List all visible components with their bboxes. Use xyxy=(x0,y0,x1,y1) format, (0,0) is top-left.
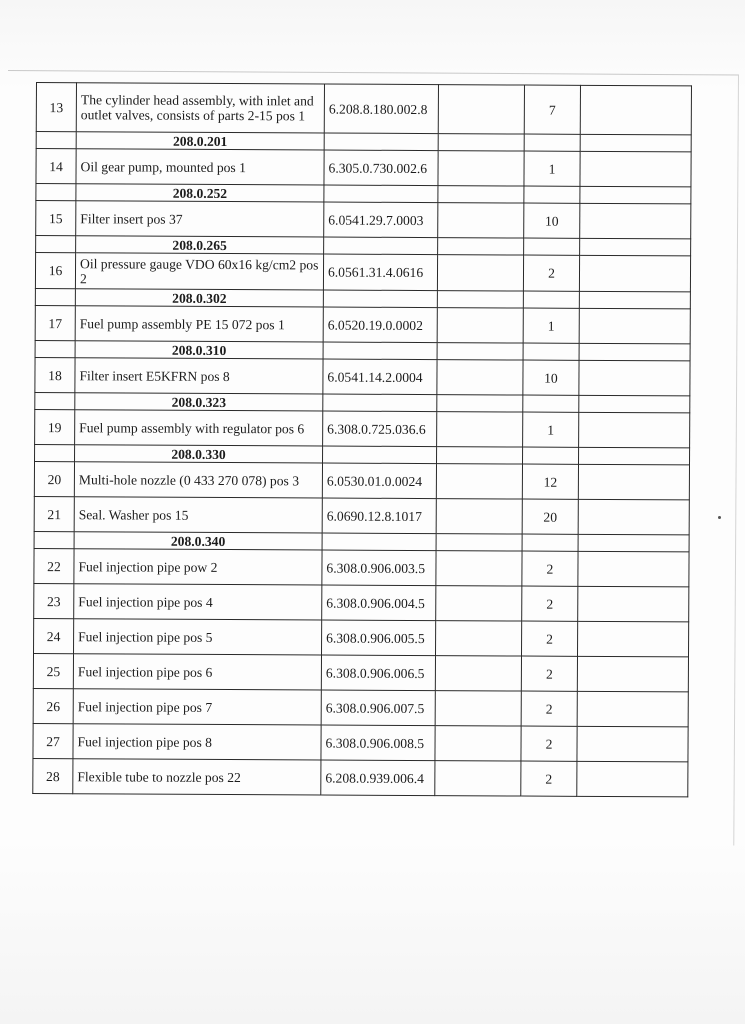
group-empty-cell xyxy=(437,343,523,360)
empty-cell xyxy=(435,761,521,796)
table-row xyxy=(36,83,691,135)
empty-cell xyxy=(436,499,522,534)
part-code: 6.0561.31.4.0616 xyxy=(323,254,437,291)
group-code-cell xyxy=(324,133,438,151)
group-code-label: 208.0.310 xyxy=(75,341,323,359)
table-row xyxy=(34,461,689,499)
note-cell xyxy=(577,726,688,762)
empty-cell xyxy=(436,586,522,621)
empty-cell xyxy=(438,85,524,134)
parts-list-sheet xyxy=(32,82,692,797)
row-number: 24 xyxy=(34,618,74,653)
empty-cell xyxy=(435,691,521,726)
part-name: Fuel injection pipe pow 2 xyxy=(74,549,322,585)
group-code-label: 208.0.340 xyxy=(74,532,322,550)
table-row xyxy=(35,409,690,447)
table-row xyxy=(35,357,690,395)
group-note-cell xyxy=(580,186,691,204)
row-number: 21 xyxy=(34,496,74,531)
part-name: Filter insert E5KFRN pos 8 xyxy=(75,358,323,394)
row-number: 14 xyxy=(36,149,76,184)
group-note-cell xyxy=(579,447,690,465)
note-cell xyxy=(579,308,690,344)
part-code: 6.0520.19.0.0002 xyxy=(323,307,437,343)
empty-cell xyxy=(436,551,522,586)
group-empty-cell xyxy=(438,186,524,203)
table-row xyxy=(36,201,691,239)
table-row xyxy=(33,653,688,691)
empty-cell xyxy=(437,255,523,291)
row-number: 27 xyxy=(33,723,73,758)
group-qty-cell xyxy=(522,534,578,551)
parts-table-body xyxy=(33,83,692,797)
part-name: Oil gear pump, mounted pos 1 xyxy=(76,149,324,185)
group-no-cell xyxy=(36,184,76,201)
part-code: 6.0690.12.8.1017 xyxy=(322,498,436,534)
quantity: 2 xyxy=(522,551,578,586)
note-cell xyxy=(577,761,688,797)
quantity: 2 xyxy=(521,726,577,761)
part-name: Fuel injection pipe pos 4 xyxy=(74,584,322,620)
quantity: 12 xyxy=(522,464,578,499)
group-code-cell xyxy=(324,237,438,255)
note-cell xyxy=(579,255,690,292)
part-code: 6.308.0.906.004.5 xyxy=(322,585,436,621)
table-row xyxy=(33,723,688,761)
scan-speck xyxy=(718,516,721,519)
group-qty-cell xyxy=(524,134,580,151)
group-note-cell xyxy=(578,534,689,552)
group-no-cell xyxy=(34,531,74,548)
parts-table xyxy=(32,82,692,797)
part-name: Fuel injection pipe pos 7 xyxy=(73,689,321,725)
part-code: 6.308.0.906.007.5 xyxy=(321,690,435,726)
table-row xyxy=(34,583,689,621)
table-row xyxy=(35,253,690,292)
part-code: 6.308.0.906.003.5 xyxy=(322,550,436,586)
group-note-cell xyxy=(579,343,690,361)
group-no-cell xyxy=(36,132,76,149)
part-name: Seal. Washer pos 15 xyxy=(74,497,322,533)
quantity: 20 xyxy=(522,499,578,534)
quantity: 10 xyxy=(523,360,579,395)
group-no-cell xyxy=(36,236,76,253)
row-number: 23 xyxy=(34,583,74,618)
quantity: 7 xyxy=(524,85,580,134)
part-name: Fuel injection pipe pos 5 xyxy=(74,619,322,655)
row-number: 15 xyxy=(36,201,76,236)
group-qty-cell xyxy=(524,186,580,203)
part-name: Fuel injection pipe pos 6 xyxy=(73,654,321,690)
group-note-cell xyxy=(579,395,690,413)
group-empty-cell xyxy=(437,291,523,308)
group-code-cell xyxy=(323,446,437,464)
group-empty-cell xyxy=(436,534,522,551)
group-no-cell xyxy=(35,444,75,461)
empty-cell xyxy=(436,464,522,499)
part-name: Flexible tube to nozzle pos 22 xyxy=(73,759,321,795)
empty-cell xyxy=(437,308,523,343)
table-row xyxy=(36,149,691,187)
row-number: 19 xyxy=(35,409,75,444)
part-name: The cylinder head assembly, with inlet and outlet valves, consists of parts 2-15 pos 1 xyxy=(76,83,324,133)
empty-cell xyxy=(435,726,521,761)
row-number: 28 xyxy=(33,758,73,793)
group-no-cell xyxy=(35,288,75,305)
group-no-cell xyxy=(35,392,75,409)
table-row xyxy=(34,496,689,534)
empty-cell xyxy=(438,203,524,238)
quantity: 1 xyxy=(523,412,579,447)
table-row xyxy=(33,758,688,796)
empty-cell xyxy=(437,360,523,395)
group-code-cell xyxy=(322,533,436,551)
part-name: Oil pressure gauge VDO 60x16 kg/cm2 pos 2 xyxy=(75,253,323,290)
quantity: 1 xyxy=(524,151,580,186)
note-cell xyxy=(578,586,689,622)
quantity: 2 xyxy=(521,656,577,691)
group-code-cell xyxy=(323,342,437,360)
row-number: 17 xyxy=(35,305,75,340)
table-row xyxy=(33,688,688,726)
table-row xyxy=(35,305,690,343)
part-name: Filter insert pos 37 xyxy=(76,201,324,237)
group-note-cell xyxy=(580,238,691,256)
quantity: 10 xyxy=(524,203,580,238)
note-cell xyxy=(579,412,690,448)
part-name: Multi-hole nozzle (0 433 270 078) pos 3 xyxy=(74,462,322,498)
part-code: 6.308.0.725.036.6 xyxy=(323,411,437,447)
group-qty-cell xyxy=(523,343,579,360)
part-code: 6.308.0.906.006.5 xyxy=(321,655,435,691)
note-cell xyxy=(580,203,691,239)
note-cell xyxy=(579,360,690,396)
row-number: 26 xyxy=(33,688,73,723)
group-code-label: 208.0.265 xyxy=(76,236,324,254)
quantity: 2 xyxy=(522,621,578,656)
group-empty-cell xyxy=(438,238,524,255)
part-name: Fuel injection pipe pos 8 xyxy=(73,724,321,760)
group-no-cell xyxy=(35,340,75,357)
part-code: 6.308.0.906.005.5 xyxy=(322,620,436,656)
group-code-cell xyxy=(324,185,438,203)
empty-cell xyxy=(435,656,521,691)
row-number: 16 xyxy=(35,253,75,289)
note-cell xyxy=(580,151,691,187)
row-number: 22 xyxy=(34,548,74,583)
note-cell xyxy=(578,621,689,657)
empty-cell xyxy=(438,151,524,186)
table-row xyxy=(34,618,689,656)
group-empty-cell xyxy=(438,134,524,151)
part-code: 6.305.0.730.002.6 xyxy=(324,150,438,186)
group-empty-cell xyxy=(437,447,523,464)
row-number: 18 xyxy=(35,357,75,392)
part-code: 6.0541.29.7.0003 xyxy=(324,202,438,238)
part-code: 6.308.0.906.008.5 xyxy=(321,725,435,761)
part-name: Fuel pump assembly PE 15 072 pos 1 xyxy=(75,306,323,342)
part-code: 6.0530.01.0.0024 xyxy=(322,463,436,499)
group-code-cell xyxy=(323,290,437,308)
part-code: 6.208.8.180.002.8 xyxy=(324,84,438,134)
note-cell xyxy=(580,85,691,135)
group-qty-cell xyxy=(523,395,579,412)
row-number: 20 xyxy=(34,461,74,496)
note-cell xyxy=(578,551,689,587)
group-note-cell xyxy=(580,134,691,152)
empty-cell xyxy=(436,621,522,656)
quantity: 2 xyxy=(521,761,577,796)
group-code-label: 208.0.323 xyxy=(75,393,323,411)
quantity: 2 xyxy=(521,691,577,726)
note-cell xyxy=(578,499,689,535)
table-row xyxy=(34,548,689,586)
part-code: 6.208.0.939.006.4 xyxy=(321,760,435,796)
note-cell xyxy=(577,691,688,727)
quantity: 2 xyxy=(522,586,578,621)
quantity: 1 xyxy=(523,308,579,343)
group-code-label: 208.0.252 xyxy=(76,184,324,202)
part-code: 6.0541.14.2.0004 xyxy=(323,359,437,395)
group-qty-cell xyxy=(524,238,580,255)
note-cell xyxy=(578,464,689,500)
group-qty-cell xyxy=(523,291,579,308)
quantity: 2 xyxy=(523,255,579,291)
group-code-cell xyxy=(323,394,437,412)
row-number: 13 xyxy=(36,83,76,132)
group-code-label: 208.0.302 xyxy=(75,289,323,307)
group-qty-cell xyxy=(523,447,579,464)
empty-cell xyxy=(437,412,523,447)
row-number: 25 xyxy=(33,653,73,688)
part-name: Fuel pump assembly with regulator pos 6 xyxy=(75,410,323,446)
group-empty-cell xyxy=(437,395,523,412)
note-cell xyxy=(577,656,688,692)
group-code-label: 208.0.201 xyxy=(76,132,324,150)
group-code-label: 208.0.330 xyxy=(75,445,323,463)
group-note-cell xyxy=(579,291,690,309)
